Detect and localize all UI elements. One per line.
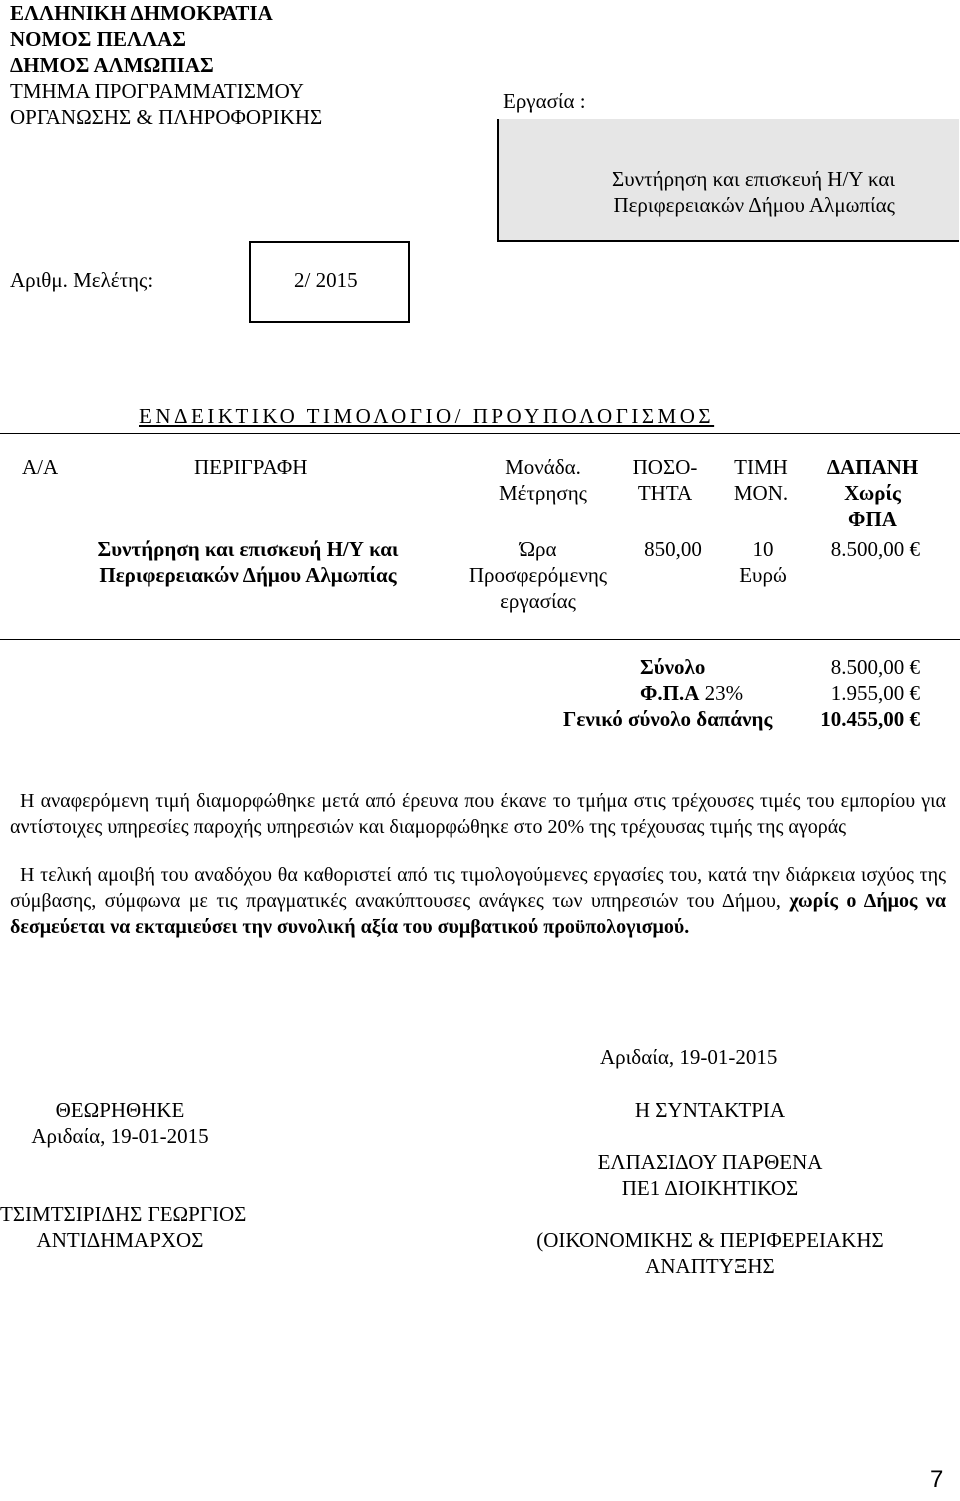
row-price-line: Ευρώ: [739, 563, 787, 587]
author-name: ΕΛΠΑΣΙΔΟΥ ΠΑΡΘΕΝΑ: [597, 1150, 823, 1174]
work-title-line: Συντήρηση και επισκευή Η/Υ και: [612, 167, 895, 191]
header-line: ΔΗΜΟΣ ΑΛΜΩΠΙΑΣ: [10, 53, 214, 77]
header-line: ΕΛΛΗΝΙΚΗ ΔΗΜΟΚΡΑΤΙΑ: [10, 1, 273, 25]
row-cost: 8.500,00 €: [830, 537, 920, 561]
header-line: ΤΜΗΜΑ ΠΡΟΓΡΑΜΜΑΤΙΣΜΟΥ: [10, 79, 304, 103]
row-price-line: 10: [752, 537, 774, 561]
header-aa: Α/Α: [22, 455, 59, 479]
approver-role: ΑΝΤΙΔΗΜΑΡΧΟΣ: [36, 1228, 204, 1252]
study-number-value: 2/ 2015: [294, 268, 358, 292]
totals-block: [560, 654, 920, 732]
document-heading: ΕΝΔΕΙΚΤΙΚΟ ΤΙΜΟΛΟΓΙΟ/ ΠΡΟΥΠΟΛΟΓΙΣΜΟΣ: [139, 404, 715, 428]
payment-terms-text: Η τελική αμοιβή του αναδόχου θα καθοριστεί από τις τιμολογούμενες εργασίες του, κατά την διάρκεια ισχύος της σύμβασης, σύμφωνα με τις πραγματικές ανακύπτουσες ανάγκες των υπηρεσιών του Δήμου,: [10, 864, 946, 912]
row-unit-line: Ώρα: [519, 537, 557, 561]
header-unit-price: [710, 454, 812, 506]
header-cost-line: ΦΠΑ: [848, 507, 897, 531]
header-line: ΝΟΜΟΣ ΠΕΛΛΑΣ: [10, 27, 186, 51]
header-unit-line: Μέτρησης: [498, 481, 587, 505]
author-title: Η ΣΥΝΤΑΚΤΡΙΑ: [634, 1098, 786, 1122]
header-description: ΠΕΡΙΓΡΑΦΗ: [194, 455, 308, 479]
grand-total-label: Γενικό σύνολο δαπάνης: [563, 707, 773, 731]
header-cost-line: ΔΑΠΑΝΗ: [826, 455, 919, 479]
vat-row: [560, 680, 920, 706]
header-cost-line: Χωρίς: [844, 481, 901, 505]
row-unit-line: Προσφερόμενης: [468, 563, 608, 587]
issuer-header: [10, 0, 322, 130]
subtotal-value: 8.500,00 €: [830, 655, 920, 679]
header-quantity-line: ΠΟΣΟ-: [632, 455, 698, 479]
row-description: [48, 536, 448, 588]
approval-signature-block: [0, 1097, 247, 1253]
subtotal-label: Σύνολο: [640, 655, 706, 679]
study-number-label: Αριθμ. Μελέτης:: [10, 268, 154, 292]
row-unit: [438, 536, 638, 614]
pricing-note-paragraph: [10, 788, 946, 840]
vat-rate: 23%: [704, 681, 744, 705]
work-title: [500, 166, 895, 218]
page-number: 7: [930, 1466, 944, 1493]
approval-date: Αριδαία, 19-01-2015: [31, 1124, 209, 1148]
payment-terms-paragraph: [10, 862, 946, 940]
row-description-line: Συντήρηση και επισκευή Η/Υ και: [97, 537, 399, 561]
work-title-line: Περιφερειακών Δήμου Αλμωπίας: [613, 193, 895, 217]
payment-terms-bold-text: χωρίς ο Δήμος να δεσμεύεται να εκταμιεύσει την συνολική αξία του συμβατικού προϋπολογισμού.: [10, 890, 947, 938]
vat-label: Φ.Π.Α: [640, 681, 700, 705]
pricing-note-text: Η αναφερόμενη τιμή διαμορφώθηκε μετά από έρευνα που έκανε το τμήμα στις τρέχουσες τιμές του εμπορίου για αντίστοιχες υπηρεσίες παροχής υπηρεσιών και διαμορφώθηκε στο 20% της τρέχουσας τιμής της αγοράς: [10, 790, 946, 838]
row-unit-line: εργασίας: [500, 589, 576, 613]
author-department: (ΟΙΚΟΝΟΜΙΚΗΣ & ΠΕΡΙΦΕΡΕΙΑΚΗΣ: [536, 1228, 884, 1252]
grand-total-row: [560, 706, 920, 732]
header-line: ΟΡΓΑΝΩΣΗΣ & ΠΛΗΡΟΦΟΡΙΚΗΣ: [10, 105, 323, 129]
row-description-line: Περιφερειακών Δήμου Αλμωπίας: [99, 563, 397, 587]
row-unit-price: [718, 536, 808, 588]
signature-date: Αριδαία, 19-01-2015: [600, 1045, 778, 1069]
header-quantity: [620, 454, 710, 506]
row-quantity: 850,00: [644, 537, 702, 561]
grand-total-value: 10.455,00 €: [820, 707, 920, 731]
approver-name: ΤΣΙΜΤΣΙΡΙΔΗΣ ΓΕΩΡΓΙΟΣ: [0, 1202, 247, 1226]
author-rank: ΠΕ1 ΔΙΟΙΚΗΤΙΚΟΣ: [621, 1176, 799, 1200]
approval-title: ΘΕΩΡΗΘΗΚΕ: [55, 1098, 185, 1122]
vat-value: 1.955,00 €: [830, 681, 920, 705]
vat-label-group: [640, 680, 743, 706]
header-price-line: ΤΙΜΗ: [734, 455, 788, 479]
header-cost: [810, 454, 935, 532]
work-label: Εργασία :: [503, 89, 586, 113]
subtotal-row: [560, 654, 920, 680]
author-signature-block: [500, 1097, 920, 1279]
author-department: ΑΝΑΠΤΥΞΗΣ: [645, 1254, 775, 1278]
header-unit: [468, 454, 618, 506]
header-unit-line: Μονάδα.: [505, 455, 581, 479]
header-quantity-line: ΤΗΤΑ: [637, 481, 693, 505]
header-price-line: ΜΟΝ.: [733, 481, 789, 505]
